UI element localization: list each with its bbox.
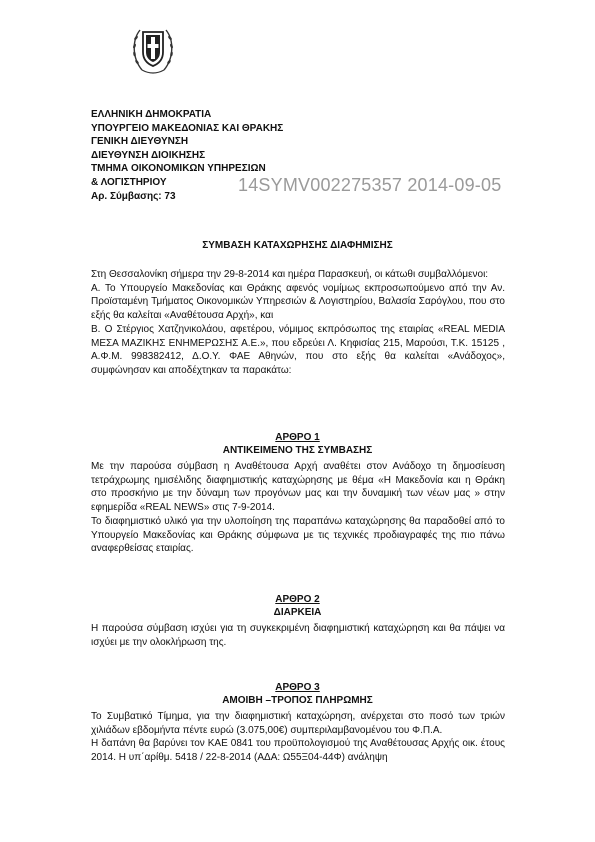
header-line-accounting: & ΛΟΓΙΣΤΗΡΙΟΥ <box>91 176 167 188</box>
article-1-body <box>91 460 505 556</box>
article-3-body <box>91 710 505 765</box>
article-1-paragraph: Με την παρούσα σύμβαση η Αναθέτουσα Αρχή αναθέτει στον Ανάδοχο τη δημοσίευση τετράχρωμης ημισέλιδης διαφημιστικής καταχώρησης με θέμα «Η Μακεδονία και η Θράκη στο προσκήνιο με την δύναμη των προγόνων μας και την δυναμική των νέων μας » στην εφημερίδα «REAL NEWS» στις 7-9-2014. <box>91 461 505 514</box>
article-2-number: ΑΡΘΡΟ 2 <box>275 594 320 605</box>
article-1-title: ΑΝΤΙΚΕΙΜΕΝΟ ΤΗΣ ΣΥΜΒΑΣΗΣ <box>222 445 373 456</box>
intro-paragraph-party-a: Α. Το Υπουργείο Μακεδονίας και Θράκης αφενός νομίμως εκπροσωπούμενο από την Αν. Προϊσταμένη Τμήματος Οικονομικών Υπηρεσιών & Λογιστηρίου, Βαλασία Σαρόγλου, που στο εξής θα καλείται «Αναθέτουσα Αρχή», και <box>91 282 505 322</box>
article-1-paragraph: Το διαφημιστικό υλικό για την υλοποίηση της παραπάνω καταχώρησης θα παραδοθεί από το Υπουργείο Μακεδονίας και Θράκης σύμφωνα με τις τεχνικές προδιαγραφές της πιο πάνω αναφερθείσας εταιρίας. <box>91 515 505 555</box>
article-3-title: ΑΜΟΙΒΗ –ΤΡΟΠΟΣ ΠΛΗΡΩΜΗΣ <box>222 695 373 706</box>
article-2-body <box>91 622 505 649</box>
article-3-paragraph: Το Συμβατικό Τίμημα, για την διαφημιστική καταχώρηση, ανέρχεται στο ποσό των τριών χιλιάδων εβδομήντα πέντε ευρώ (3.075,00€) συμπεριλαμβανομένου του Φ.Π.Α. <box>91 711 505 736</box>
article-3-number: ΑΡΘΡΟ 3 <box>275 682 320 693</box>
intro-paragraph-party-b: Β. Ο Στέργιος Χατζηνικολάου, αφετέρου, νόμιμος εκπρόσωπος της εταιρίας «REAL MEDIA ΜΕΣΑ ΜΑΖΙΚΗΣ ΕΝΗΜΕΡΩΣΗΣ Α.Ε.», που εδρεύει Λ. Κηφισίας 215, Μαρούσι, Τ.Κ. 15125 , Α.Φ.Μ. 998382412, Δ.Ο.Υ. ΦΑΕ Αθηνών, που στο εξής θα καλείται «Ανάδοχος», συμφώνησαν και αποδέχτηκαν τα παρακάτω: <box>91 323 505 376</box>
header-line-department: ΤΜΗΜΑ ΟΙΚΟΝΟΜΙΚΩΝ ΥΠΗΡΕΣΙΩΝ <box>91 163 266 175</box>
greek-emblem-icon <box>130 18 176 78</box>
article-2-paragraph: Η παρούσα σύμβαση ισχύει για τη συγκεκριμένη διαφημιστική καταχώρηση και θα πάψει να ισχύει με την ολοκλήρωση της. <box>91 623 505 648</box>
header-line-general-directorate: ΓΕΝΙΚΗ ΔΙΕΥΘΥΝΣΗ <box>91 136 189 148</box>
article-1-number: ΑΡΘΡΟ 1 <box>275 432 320 443</box>
contract-number: Αρ. Σύμβασης: 73 <box>91 190 176 202</box>
document-title: ΣΥΜΒΑΣΗ ΚΑΤΑΧΩΡΗΣΗΣ ΔΙΑΦΗΜΙΣΗΣ <box>202 240 393 251</box>
intro-section <box>91 268 505 378</box>
article-2-title: ΔΙΑΡΚΕΙΑ <box>273 607 322 618</box>
header-line-republic: ΕΛΛΗΝΙΚΗ ΔΗΜΟΚΡΑΤΙΑ <box>91 109 212 120</box>
header-line-directorate: ΔΙΕΥΘΥΝΣΗ ΔΙΟΙΚΗΣΗΣ <box>91 149 206 161</box>
header-line-ministry: ΥΠΟΥΡΓΕΙΟ ΜΑΚΕΔΟΝΙΑΣ ΚΑΙ ΘΡΑΚΗΣ <box>91 122 284 134</box>
intro-paragraph-date: Στη Θεσσαλονίκη σήμερα την 29-8-2014 και ημέρα Παρασκευή, οι κάτωθι συμβαλλόμενοι: <box>91 269 489 280</box>
diavgeia-stamp: 14SYMV002275357 2014-09-05 <box>238 175 502 195</box>
article-3-paragraph: Η δαπάνη θα βαρύνει τον ΚΑΕ 0841 του προϋπολογισμού της Αναθέτουσας Αρχής οικ. έτους 2014. Η υπ΄αρίθμ. 5418 / 22-8-2014 (ΑΔΑ: Ω55Ξ04-44Φ) ανάληψη <box>91 738 505 764</box>
